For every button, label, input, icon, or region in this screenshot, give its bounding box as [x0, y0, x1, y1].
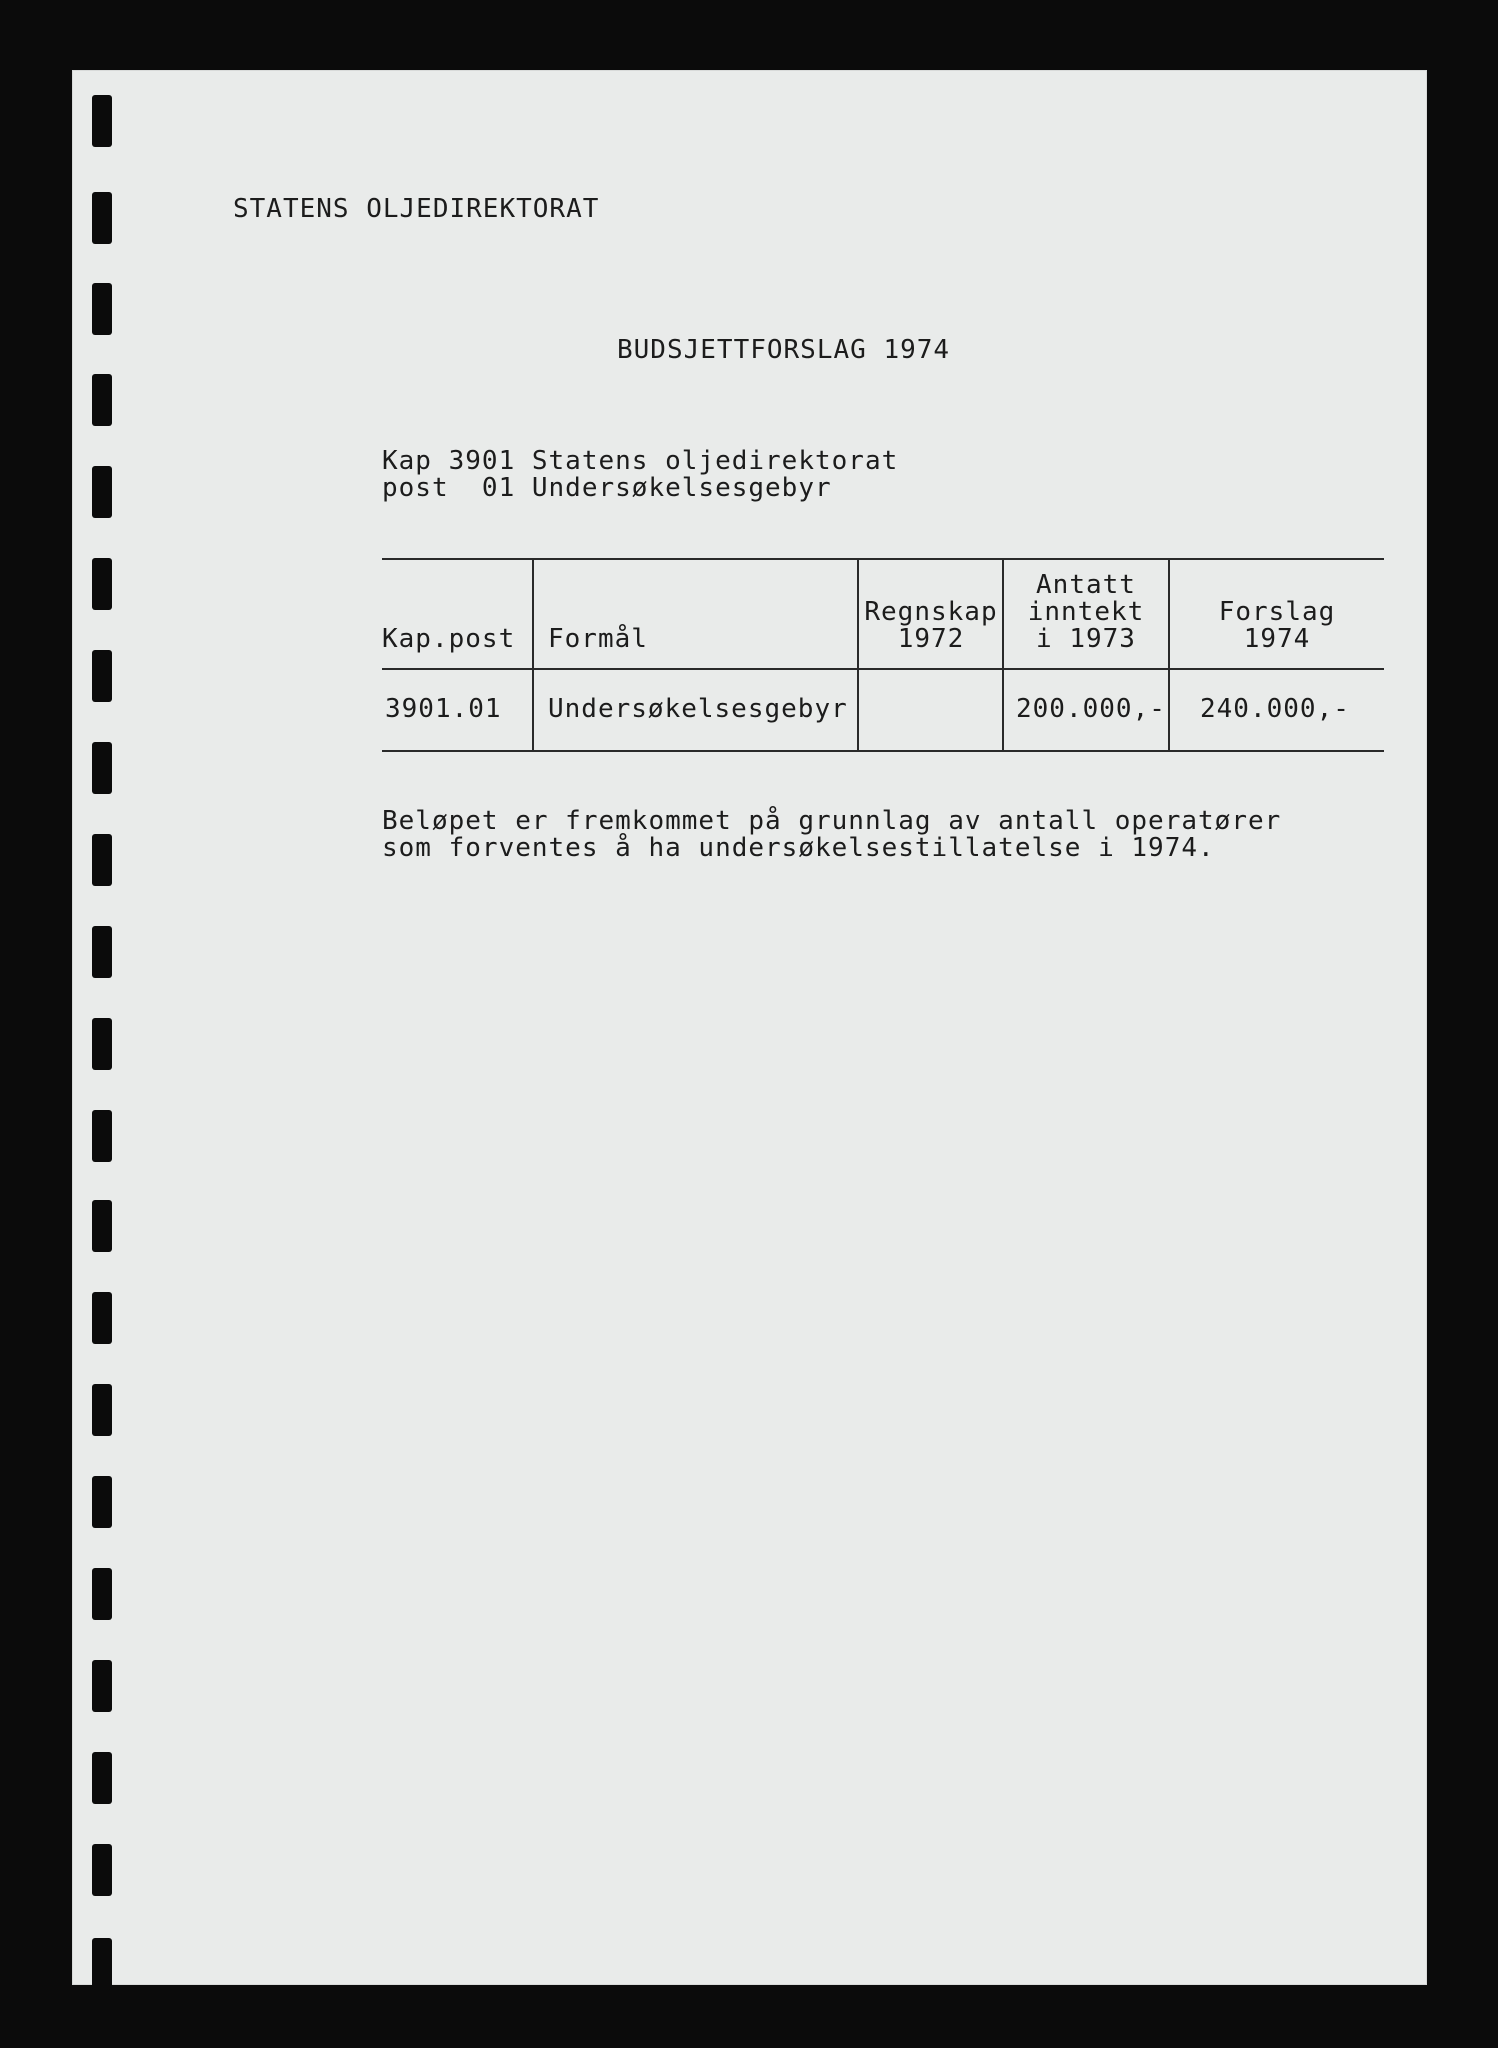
header-inntekt: inntekt [1027, 597, 1145, 627]
header-regnskap-year: 1972 [897, 624, 965, 654]
header-kap-post: Kap.post [382, 624, 516, 654]
cell-formal: Undersøkelsesgebyr [548, 694, 848, 724]
cell-antatt: 200.000,- [1016, 694, 1166, 724]
cell-forslag: 240.000,- [1200, 694, 1350, 724]
column-divider [1168, 558, 1170, 752]
organization-name: STATENS OLJEDIREKTORAT [233, 194, 600, 224]
header-antatt-year: i 1973 [1036, 624, 1136, 654]
header-formal: Formål [548, 624, 648, 654]
column-divider [857, 558, 859, 752]
column-divider [1002, 558, 1004, 752]
note-line: Beløpet er fremkommet på grunnlag av antall operatører [382, 806, 1282, 836]
column-divider [532, 558, 534, 752]
header-forslag-year: 1974 [1243, 624, 1311, 654]
document-title: BUDSJETTFORSLAG 1974 [617, 335, 951, 365]
chapter-line: Kap 3901 Statens oljedirektorat [382, 446, 899, 476]
note-line: som forventes å ha undersøkelsestillatelse i 1974. [382, 833, 1215, 863]
header-forslag: Forslag [1218, 597, 1336, 627]
header-antatt: Antatt [1036, 570, 1136, 600]
post-line: post 01 Undersøkelsesgebyr [382, 473, 832, 503]
cell-kap-post: 3901.01 [385, 694, 502, 724]
header-regnskap: Regnskap [864, 597, 998, 627]
